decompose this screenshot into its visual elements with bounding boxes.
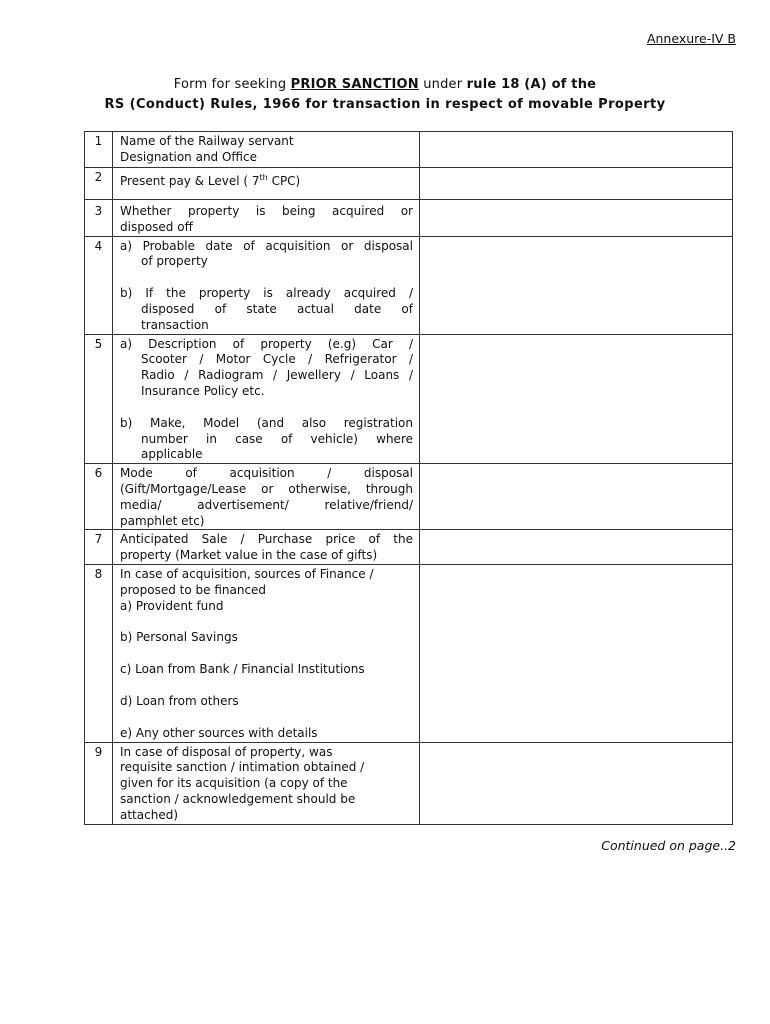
- table-row: [85, 236, 733, 334]
- form-title-line1: [0, 77, 770, 92]
- answer-field[interactable]: [420, 530, 733, 565]
- row-number: 5: [85, 334, 113, 464]
- row-description: a) Description of property (e.g) Car / Scooter / Motor Cycle / Refrigerator / Radio / Radiogram / Jewellery / Loans / Insurance Policy etc. b) Make, Model (and also registration number in case of vehicle) where applicable: [113, 334, 420, 464]
- table-row: [85, 530, 733, 565]
- row-description: a) Probable date of acquisition or disposal of property b) If the property is already acquired / disposed of state actual date of transaction: [113, 236, 420, 334]
- answer-field[interactable]: [420, 564, 733, 742]
- table-row: [85, 564, 733, 742]
- answer-field[interactable]: [420, 334, 733, 464]
- row-number: 1: [85, 132, 113, 168]
- row-description: Whether property is being acquired or disposed off: [113, 200, 420, 237]
- continued-note: Continued on page..2: [601, 838, 736, 853]
- annexure-label: Annexure-IV B: [646, 31, 736, 46]
- row-description: In case of disposal of property, was requisite sanction / intimation obtained / given for its acquisition (a copy of the sanction / acknowledgement should be attached): [113, 742, 420, 824]
- property-form-table: [84, 131, 733, 825]
- row-number: 2: [85, 168, 113, 200]
- title-rule: rule 18 (A) of the: [466, 77, 597, 92]
- table-row: [85, 334, 733, 464]
- answer-field[interactable]: [420, 200, 733, 237]
- table-row: [85, 168, 733, 200]
- answer-field[interactable]: [420, 168, 733, 200]
- row-number: 4: [85, 236, 113, 334]
- answer-field[interactable]: [420, 742, 733, 824]
- row-description: Present pay & Level ( 7th CPC): [113, 168, 420, 200]
- row-description: Anticipated Sale / Purchase price of the property (Market value in the case of gifts): [113, 530, 420, 565]
- row-description: Name of the Railway servant Designation and Office: [113, 132, 420, 168]
- row-number: 7: [85, 530, 113, 565]
- title-prior-sanction: PRIOR SANCTION: [290, 77, 419, 92]
- answer-field[interactable]: [420, 132, 733, 168]
- title-prefix: Form for seeking: [173, 77, 291, 92]
- row-number: 3: [85, 200, 113, 237]
- row-description: In case of acquisition, sources of Finance / proposed to be financed a) Provident fund b) Personal Savings c) Loan from Bank / Financial Institutions d) Loan from others e) Any other sources with details: [113, 564, 420, 742]
- row-description: Mode of acquisition / disposal (Gift/Mortgage/Lease or otherwise, through media/ advertisement/ relative/friend/ pamphlet etc): [113, 464, 420, 530]
- row-number: 6: [85, 464, 113, 530]
- title-mid: under: [418, 77, 467, 92]
- table-row: [85, 132, 733, 168]
- answer-field[interactable]: [420, 236, 733, 334]
- table-row: [85, 200, 733, 237]
- answer-field[interactable]: [420, 464, 733, 530]
- table-row: [85, 464, 733, 530]
- row-number: 8: [85, 564, 113, 742]
- table-row: [85, 742, 733, 824]
- form-title-line2: RS (Conduct) Rules, 1966 for transaction in respect of movable Property: [104, 97, 666, 112]
- row-number: 9: [85, 742, 113, 824]
